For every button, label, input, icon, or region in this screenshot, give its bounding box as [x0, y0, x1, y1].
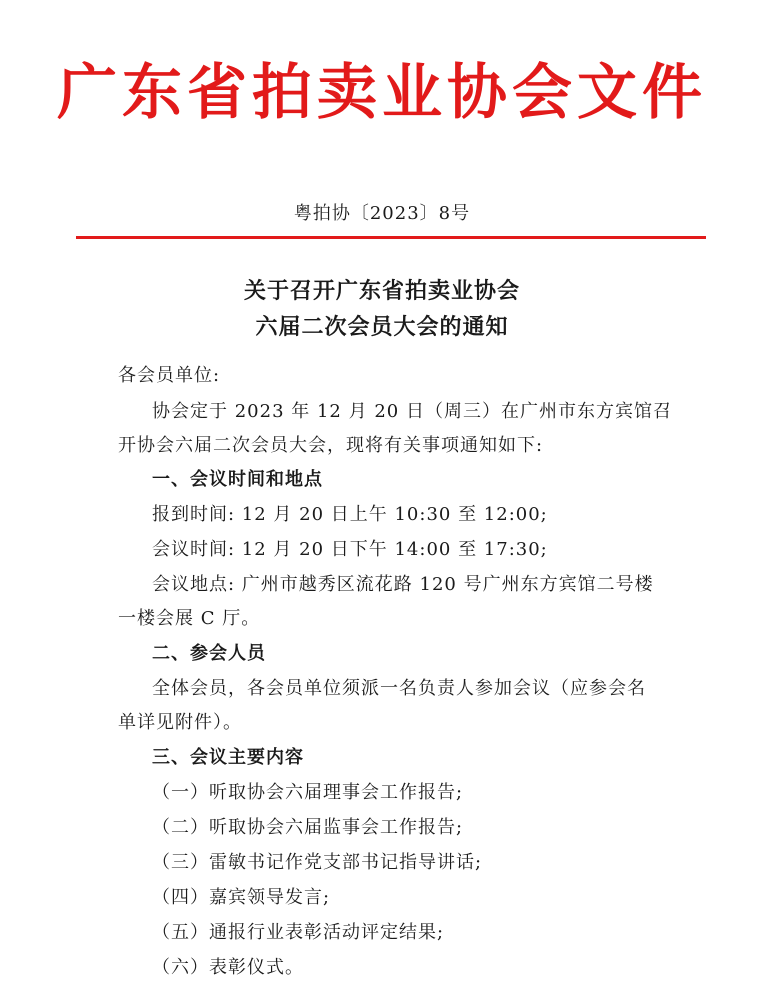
section-heading-attendees: 二、参会人员	[152, 643, 266, 664]
agenda-item: （二）听取协会六届监事会工作报告;	[152, 817, 464, 838]
agenda-item: （五）通报行业表彰活动评定结果;	[152, 922, 445, 943]
registration-time: 报到时间: 12 月 20 日上午 10:30 至 12:00;	[152, 504, 548, 525]
venue-line-1: 会议地点: 广州市越秀区流花路 120 号广州东方宾馆二号楼	[152, 574, 654, 595]
salutation: 各会员单位:	[118, 365, 221, 386]
agenda-item: （六）表彰仪式。	[152, 957, 304, 978]
venue-line-2: 一楼会展 C 厅。	[118, 608, 261, 629]
agenda-item: （一）听取协会六届理事会工作报告;	[152, 782, 464, 803]
masthead-title: 广东省拍卖业协会文件	[57, 58, 707, 128]
section-heading-time-venue: 一、会议时间和地点	[152, 469, 323, 490]
attendees-line-2: 单详见附件）。	[118, 712, 242, 733]
intro-line-1: 协会定于 2023 年 12 月 20 日（周三）在广州市东方宾馆召	[152, 401, 672, 422]
agenda-item: （四）嘉宾领导发言;	[152, 887, 331, 908]
section-heading-agenda: 三、会议主要内容	[152, 747, 304, 768]
agenda-item: （三）雷敏书记作党支部书记指导讲话;	[152, 852, 483, 873]
notice-title-line-1: 关于召开广东省拍卖业协会	[243, 278, 520, 304]
document-number: 粤拍协〔2023〕8号	[293, 203, 471, 224]
red-divider-line	[76, 236, 706, 239]
attendees-line-1: 全体会员，各会员单位须派一名负责人参加会议（应参会名	[152, 678, 646, 699]
intro-line-2: 开协会六届二次会员大会，现将有关事项通知如下:	[118, 435, 544, 456]
meeting-time: 会议时间: 12 月 20 日下午 14:00 至 17:30;	[152, 539, 548, 560]
notice-title-line-2: 六届二次会员大会的通知	[255, 314, 509, 340]
